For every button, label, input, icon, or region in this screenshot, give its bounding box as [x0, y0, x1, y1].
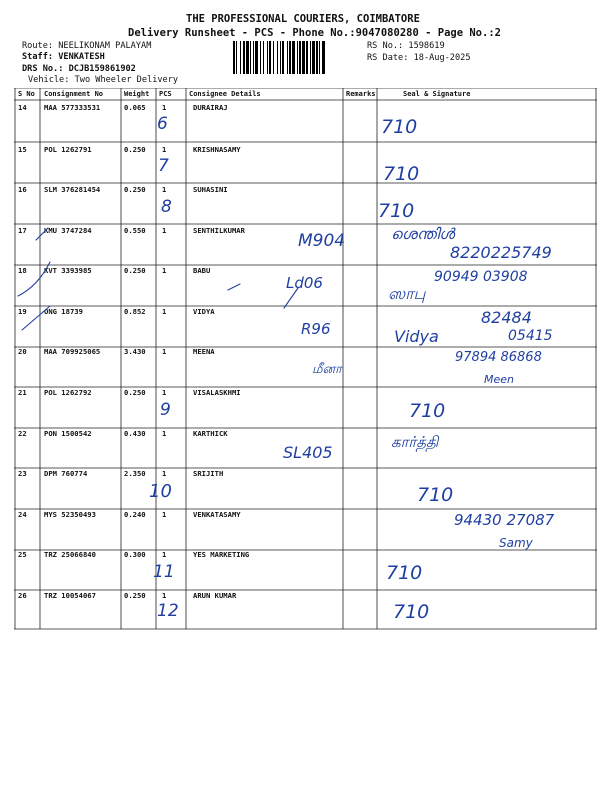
- hw-piece-count-6: 6: [157, 114, 168, 134]
- row-17-weight: 0.550: [124, 226, 146, 235]
- hw-signature-row-26: 710: [393, 601, 430, 623]
- row-14-consignment: MAA 577333531: [44, 103, 101, 112]
- row-20-weight: 3.430: [124, 347, 146, 356]
- rs-no-label: RS No.:: [367, 41, 404, 51]
- drs-value: DCJB159861902: [68, 64, 136, 74]
- row-14-consignee: DURAIRAJ: [193, 103, 228, 112]
- hw-phone-row-18: 90949 03908: [434, 269, 528, 285]
- row-14-sno: 14: [18, 103, 27, 112]
- row-20-consignment: MAA 709925065: [44, 347, 101, 356]
- hw-piece-count-7: 7: [158, 156, 169, 176]
- hw-phone-row-17: 8220225749: [450, 243, 552, 262]
- row-22-sno: 22: [18, 429, 27, 438]
- col-header-sno: S No: [18, 90, 35, 98]
- row-15-weight: 0.250: [124, 145, 146, 154]
- row-26-weight: 0.250: [124, 591, 146, 600]
- row-18-consignee: BABU: [193, 266, 211, 275]
- hw-signature-row-21: 710: [409, 400, 446, 422]
- row-16-consignee: SUHASINI: [193, 185, 228, 194]
- row-25-weight: 0.300: [124, 550, 146, 559]
- row-23-consignee: SRIJITH: [193, 469, 224, 478]
- hw-phone-row-24: 94430 27087: [454, 511, 555, 529]
- row-14-weight: 0.065: [124, 103, 146, 112]
- row-17-sno: 17: [18, 226, 27, 235]
- hw-number-row-19: 82484: [481, 308, 532, 327]
- staff-value: VENKATESH: [58, 52, 105, 62]
- route-line: [22, 41, 151, 51]
- row-18-weight: 0.250: [124, 266, 146, 275]
- hw-tamil-sign-row-17: ശെന്തിൾ: [391, 225, 455, 243]
- col-header-remarks: Remarks: [346, 90, 376, 98]
- runsheet-subtitle: Delivery Runsheet - PCS - Phone No.:9047080280 - Page No.:2: [128, 27, 501, 39]
- row-18-consignment: KVT 3393985: [44, 266, 92, 275]
- row-16-weight: 0.250: [124, 185, 146, 194]
- row-26-pcs: 1: [162, 591, 167, 600]
- row-19-sno: 19: [18, 307, 27, 316]
- row-14-pcs: 1: [162, 103, 167, 112]
- row-21-consignment: POL 1262792: [44, 388, 92, 397]
- row-21-weight: 0.250: [124, 388, 146, 397]
- staff-label: Staff:: [22, 52, 54, 62]
- row-24-consignment: MYS 52350493: [44, 510, 96, 519]
- hw-phone-row-20: 97894 86868: [455, 350, 542, 365]
- company-title: THE PROFESSIONAL COURIERS, COIMBATORE: [186, 13, 420, 25]
- hw-piece-count-12: 12: [157, 601, 179, 621]
- row-25-sno: 25: [18, 550, 27, 559]
- hw-signature-row-25: 710: [386, 562, 423, 584]
- hw-name-row-20: Meen: [484, 373, 514, 386]
- row-20-sno: 20: [18, 347, 27, 356]
- hw-signature-row-23: 710: [417, 484, 454, 506]
- row-23-pcs: 1: [162, 469, 167, 478]
- row-21-consignee: VISALASKHMI: [193, 388, 241, 397]
- row-16-pcs: 1: [162, 185, 167, 194]
- row-24-pcs: 1: [162, 510, 167, 519]
- row-21-pcs: 1: [162, 388, 167, 397]
- barcode: [233, 41, 361, 74]
- row-17-pcs: 1: [162, 226, 167, 235]
- rs-date-value: 18-Aug-2025: [413, 53, 471, 63]
- hw-piece-count-10: 10: [149, 481, 172, 502]
- row-23-consignment: DPM 760774: [44, 469, 88, 478]
- hw-sign-row-18: ஸாபு: [388, 284, 426, 303]
- row-16-consignment: SLM 376281454: [44, 185, 101, 194]
- row-17-consignee: SENTHILKUMAR: [193, 226, 245, 235]
- col-header-consignee: Consignee Details: [189, 90, 261, 98]
- row-19-consignment: ONG 18739: [44, 307, 83, 316]
- hw-piece-count-9: 9: [160, 400, 171, 420]
- route-value: NEELIKONAM PALAYAM: [58, 41, 152, 51]
- col-header-weight: Weight: [124, 90, 150, 98]
- row-19-consignee: VIDYA: [193, 307, 215, 316]
- row-15-consignment: POL 1262791: [44, 145, 92, 154]
- row-22-consignee: KARTHICK: [193, 429, 228, 438]
- row-20-consignee: MEENA: [193, 347, 215, 356]
- row-16-sno: 16: [18, 185, 27, 194]
- rs-date-label: RS Date:: [367, 53, 409, 63]
- hw-piece-count-11: 11: [153, 562, 175, 582]
- row-23-sno: 23: [18, 469, 27, 478]
- row-18-pcs: 1: [162, 266, 167, 275]
- row-24-consignee: VENKATASAMY: [193, 510, 241, 519]
- row-21-sno: 21: [18, 388, 27, 397]
- row-23-weight: 2.350: [124, 469, 146, 478]
- row-22-consignment: PON 1500542: [44, 429, 92, 438]
- vehicle-value: Two Wheeler Delivery: [74, 75, 179, 85]
- hw-piece-count-8: 8: [161, 197, 172, 217]
- row-26-consignment: TRZ 10054067: [44, 591, 96, 600]
- hw-remark-row-18: Ld06: [286, 274, 323, 292]
- col-header-consignment: Consignment No: [44, 90, 104, 98]
- row-17-consignment: KMU 3747284: [44, 226, 92, 235]
- route-label: Route:: [22, 41, 54, 51]
- row-25-consignee: YES MARKETING: [193, 550, 250, 559]
- row-24-weight: 0.240: [124, 510, 146, 519]
- row-15-pcs: 1: [162, 145, 167, 154]
- hw-sign-row-19: Vidya: [394, 327, 439, 346]
- row-15-consignee: KRISHNASAMY: [193, 145, 241, 154]
- vehicle-label: Vehicle:: [28, 75, 70, 85]
- row-26-consignee: ARUN KUMAR: [193, 591, 237, 600]
- row-25-pcs: 1: [162, 550, 167, 559]
- row-25-consignment: TRZ 25066840: [44, 550, 96, 559]
- row-24-sno: 24: [18, 510, 27, 519]
- staff-line: [22, 52, 105, 62]
- rs-no-value: 1598619: [408, 41, 445, 51]
- hw-name-row-24: Samy: [499, 536, 533, 550]
- drs-line: [22, 64, 136, 74]
- vehicle-line: [28, 75, 178, 85]
- row-18-sno: 18: [18, 266, 27, 275]
- hw-sign-row-20: மீனா: [312, 362, 342, 377]
- hw-signature-row-15: 710: [383, 163, 420, 185]
- col-header-pcs: PCS: [159, 90, 172, 98]
- hw-remark-row-19: R96: [301, 320, 331, 338]
- row-22-pcs: 1: [162, 429, 167, 438]
- row-15-sno: 15: [18, 145, 27, 154]
- row-26-sno: 26: [18, 591, 27, 600]
- rs-date-line: [367, 53, 471, 63]
- row-19-weight: 0.852: [124, 307, 146, 316]
- row-20-pcs: 1: [162, 347, 167, 356]
- drs-label: DRS No.:: [22, 64, 64, 74]
- col-header-signature: Seal & Signature: [403, 90, 471, 98]
- hw-signature-row-16: 710: [378, 200, 415, 222]
- hw-remark-row-17: M904: [298, 231, 346, 251]
- hw-number2-row-19: 05415: [508, 328, 553, 344]
- row-19-pcs: 1: [162, 307, 167, 316]
- rs-no-line: [367, 41, 445, 51]
- hw-sign-row-22: கார்த்தி: [391, 433, 439, 451]
- hw-signature-row-14: 710: [381, 116, 418, 138]
- hw-remark-row-22: SL405: [283, 443, 333, 462]
- row-22-weight: 0.430: [124, 429, 146, 438]
